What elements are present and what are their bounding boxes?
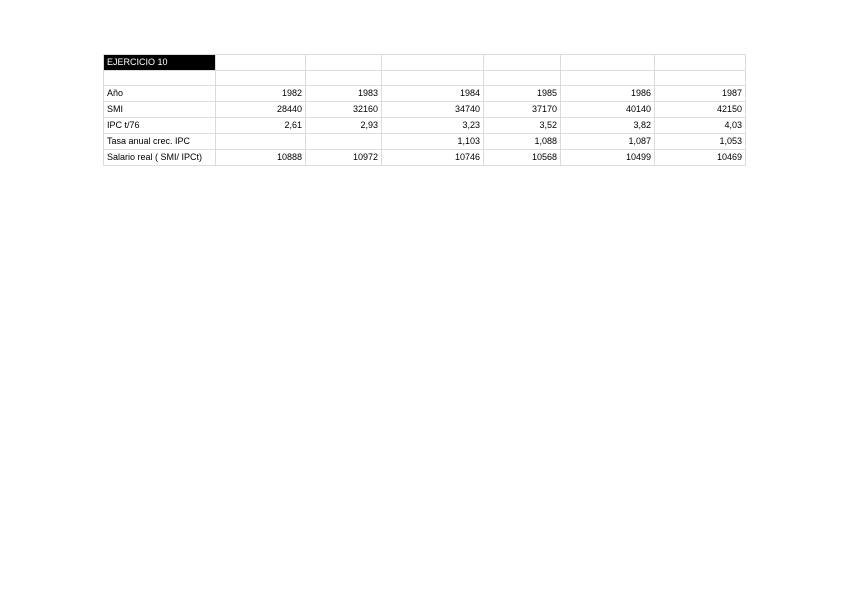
year-cell: 1983 [306,86,382,102]
empty-row [104,71,746,86]
data-cell: 3,52 [484,118,561,134]
data-cell: 4,03 [655,118,746,134]
data-cell: 28440 [216,102,306,118]
data-row-ipc [104,118,746,134]
data-row-smi [104,102,746,118]
data-row-tasa-ipc [104,134,746,150]
data-cell: 10746 [382,150,484,166]
data-cell: 10469 [655,150,746,166]
year-cell: 1986 [561,86,655,102]
year-cell: 1985 [484,86,561,102]
data-cell: 40140 [561,102,655,118]
data-cell: 1,087 [561,134,655,150]
data-cell: 1,103 [382,134,484,150]
year-label: Año [104,86,216,102]
data-cell: 1,088 [484,134,561,150]
data-cell: 42150 [655,102,746,118]
row-label: Tasa anual crec. IPC [104,134,216,150]
data-cell [216,134,306,150]
year-header-row [104,86,746,102]
data-cell: 3,23 [382,118,484,134]
spreadsheet-grid [103,54,746,166]
year-cell: 1984 [382,86,484,102]
data-cell: 34740 [382,102,484,118]
data-cell: 1,053 [655,134,746,150]
data-row-salario-real [104,150,746,166]
exercise-title: EJERCICIO 10 [104,55,216,71]
data-cell: 10888 [216,150,306,166]
row-label: SMI [104,102,216,118]
data-cell: 2,93 [306,118,382,134]
data-cell: 32160 [306,102,382,118]
data-cell: 3,82 [561,118,655,134]
data-cell: 2,61 [216,118,306,134]
title-row [104,55,746,71]
row-label: IPC t/76 [104,118,216,134]
row-label: Salario real ( SMI/ IPCt) [104,150,216,166]
data-cell: 10499 [561,150,655,166]
year-cell: 1982 [216,86,306,102]
data-cell: 10972 [306,150,382,166]
year-cell: 1987 [655,86,746,102]
data-cell: 37170 [484,102,561,118]
data-cell: 10568 [484,150,561,166]
data-cell [306,134,382,150]
